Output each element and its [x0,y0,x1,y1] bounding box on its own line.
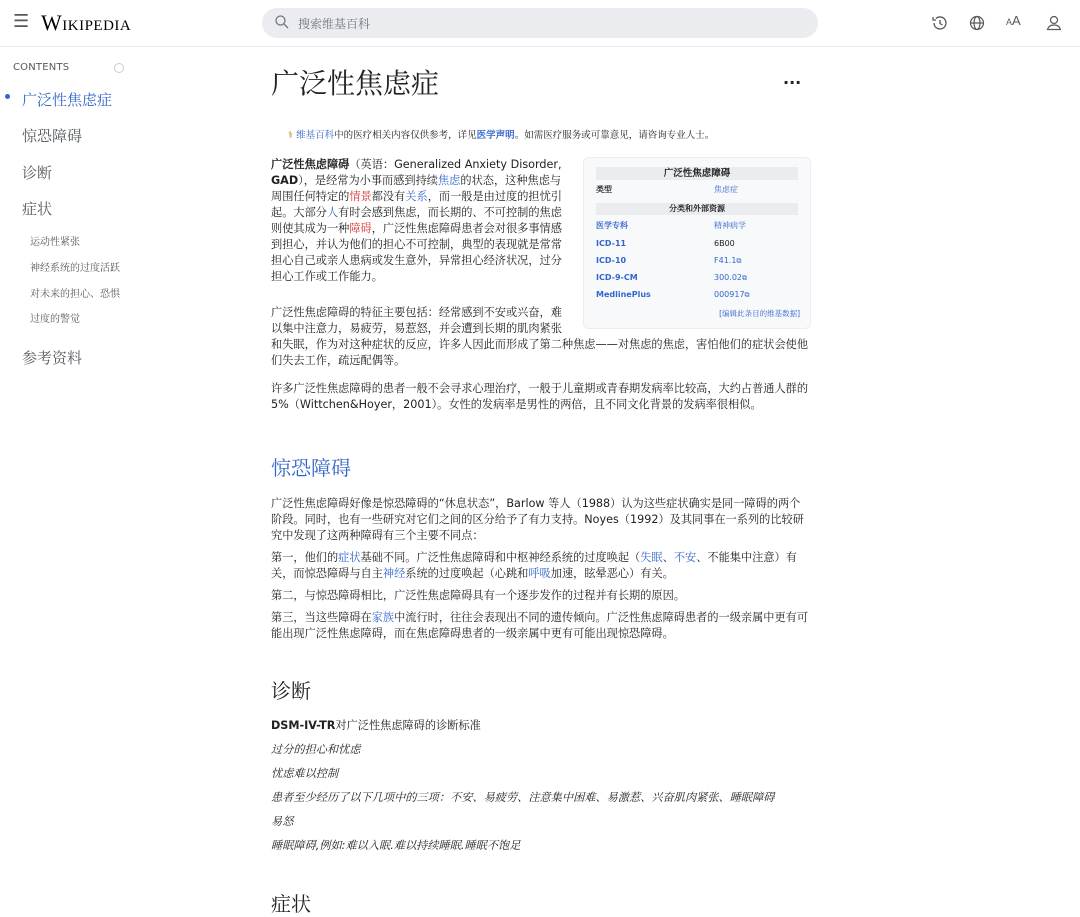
panic-body: 广泛性焦虑障碍好像是惊恐障碍的“休息状态”，Barlow 等人（1988）认为这些症状确实是同一障碍的两个阶段。同时，也有一些研究对它们之间的区分给予了有力支持。Noyes（1992）及其同事在一系列的比较研究中发现了这两种障碍有三个主要不同点： 第一，他们的症状基础不同。广泛性焦虑障碍和中枢神经系统的过度唤起（失眠、不安、不能集中注意）有关，而惊恐障碍与自主神经系统的过度唤起（心跳和呼吸加速，眩晕恶心）有关。 第二，与惊恐障碍相比，广泛性焦虑障碍具有一个逐步发作的过程并有长期的原因。 第三，当这些障碍在家族中流行时，往往会表现出不同的遗传倾向。广泛性焦虑障碍患者的一级亲属中更有可能出现广泛性焦虑障碍，而在焦虑障碍患者的一级亲属中更有可能出现惊恐障碍。 [271,497,809,640]
toc-title: CONTENTS [13,62,70,73]
infobox-subheader: 分类和外部资源 [596,203,798,215]
heading-diagnosis: 诊断 [271,679,311,703]
section-symptoms [271,888,811,917]
toc-item-vigilance[interactable]: 过度的警觉 [30,314,80,325]
external-link-icon: ⧉ [736,257,742,265]
toc-toggle-icon[interactable] [114,63,124,73]
toc-active-bullet [5,94,10,99]
infobox-row-medlineplus: MedlinePlus 000917⧉ [596,290,750,299]
paragraph-features-text [271,305,811,369]
edit-wikidata-link[interactable]: [编辑此条目的维基数据] [719,309,800,318]
medical-disclaimer-link[interactable]: 医学声明 [476,130,515,141]
wikipedia-wordmark[interactable]: Wikipedia [41,10,132,35]
criteria-item: 过分的担心和忧虑 [271,743,361,756]
history-icon[interactable] [929,12,951,34]
toc-item-panic[interactable]: 惊恐障碍 [22,127,83,145]
infobox-title: 广泛性焦虑障碍 [596,167,798,180]
wikipedia-link[interactable]: 维基百科 [296,130,335,141]
toc-item-nervous-system[interactable]: 神经系统的过度活跃 [30,263,120,274]
toc-item-motor-tension[interactable]: 运动性紧张 [30,237,80,248]
article-header [271,58,811,102]
paragraph-epidemiology: 许多广泛性焦虑障碍的患者一般不会寻求心理治疗，一般于儿童期或青春期发病率比较高，大约占普通人群的5%（Wittchen&Hoyer，2001）。女性的发病率是男性的两倍，且不同文化背景的发病率很相似。 [271,382,809,411]
toc-item-diagnosis[interactable]: 诊断 [22,164,53,182]
criteria-item: 睡眠障碍,例如:难以入眠.难以持续睡眠.睡眠不饱足 [271,839,521,852]
user-icon[interactable] [1043,12,1065,34]
section-diagnosis [271,675,811,704]
top-header [0,0,1080,47]
more-options-icon[interactable]: ··· [783,73,802,92]
intro-paragraph: 广泛性焦虑障碍（英语：Generalized Anxiety Disorder, GAD），是经常为小事而感到持续焦虑的状态，这种焦虑与周围任何特定的情景都没有关系，而一般是由过度的担忧引起。大部分人有时会感到焦虑，而长期的、不可控制的焦虑则使其成为一种障碍，广泛性焦虑障碍患者会对很多事情感到担心，并认为他们的担心不可控制，典型的表现就是常常担心自己或亲人患病或发生意外，异常担心经济状况，过分担心工作或工作能力。 [271,158,562,283]
toc-item-intro[interactable]: 广泛性焦虑症 [22,91,113,109]
intro-section [271,157,811,285]
page-title: 广泛性焦虑症 [271,67,440,100]
external-link-icon: ⧉ [744,291,750,299]
search-input[interactable] [296,8,800,40]
external-link-icon: ⧉ [742,274,747,282]
infobox-row-icd9: ICD-9-CM 300.02⧉ [596,273,747,282]
section-panic [271,452,811,481]
diagnosis-body: DSM-IV-TR对广泛性焦虑障碍的诊断标准 过分的担心和忧虑 忧虑难以控制 患者至少经历了以下几项中的三项：不安、易疲劳、注意集中困难、易激惹、兴奋肌肉紧张、睡眠障碍 易怒 睡眠障碍,例如:难以入眠.难以持续睡眠.睡眠不饱足 [271,718,811,854]
medical-disclaimer: ⚕ 维基百科中的医疗相关内容仅供参考，详见医学声明。如需医疗服务或可靠意见，请咨询专业人士。 [288,130,715,141]
search-icon [274,14,290,30]
features-text: 广泛性焦虑障碍的特征主要包括：经常感到不安或兴奋，难以集中注意力，易疲劳，易惹怒，并会遭到长期的肌肉紧张和失眠，作为对这种症状的反应，许多人因此而形成了第二种焦虑——对焦虑的焦虑，害怕他们的症状会使他们失去工作，疏远配偶等。 [271,306,809,367]
infobox-row-icd10: ICD-10 F41.1⧉ [596,256,742,265]
menu-icon[interactable]: ☰ [13,11,30,32]
toc-item-references[interactable]: 参考资料 [22,349,83,367]
search-box[interactable] [262,8,818,38]
criteria-item: 易怒 [271,815,294,828]
toc-item-symptoms[interactable]: 症状 [22,200,53,218]
infobox-type-link[interactable]: 焦虑症 [714,185,738,194]
text-size-icon[interactable]: AA [1006,13,1021,28]
toc-item-future-worry[interactable]: 对未来的担心、恐惧 [30,289,120,300]
criteria-item: 忧虑难以控制 [271,767,339,780]
heading-symptoms: 症状 [271,892,311,916]
infobox-row-specialty: 医学专科 精神病学 [596,221,746,230]
infobox-row-type: 类型 焦虑症 [596,185,738,194]
infobox-row-icd11: ICD-11 6B00 [596,239,735,248]
language-icon[interactable] [966,12,988,34]
medical-caduceus-icon: ⚕ [288,130,294,141]
heading-panic[interactable]: 惊恐障碍 [271,456,351,480]
criteria-item: 患者至少经历了以下几项中的三项：不安、易疲劳、注意集中困难、易激惹、兴奋肌肉紧张、睡眠障碍 [271,791,775,804]
